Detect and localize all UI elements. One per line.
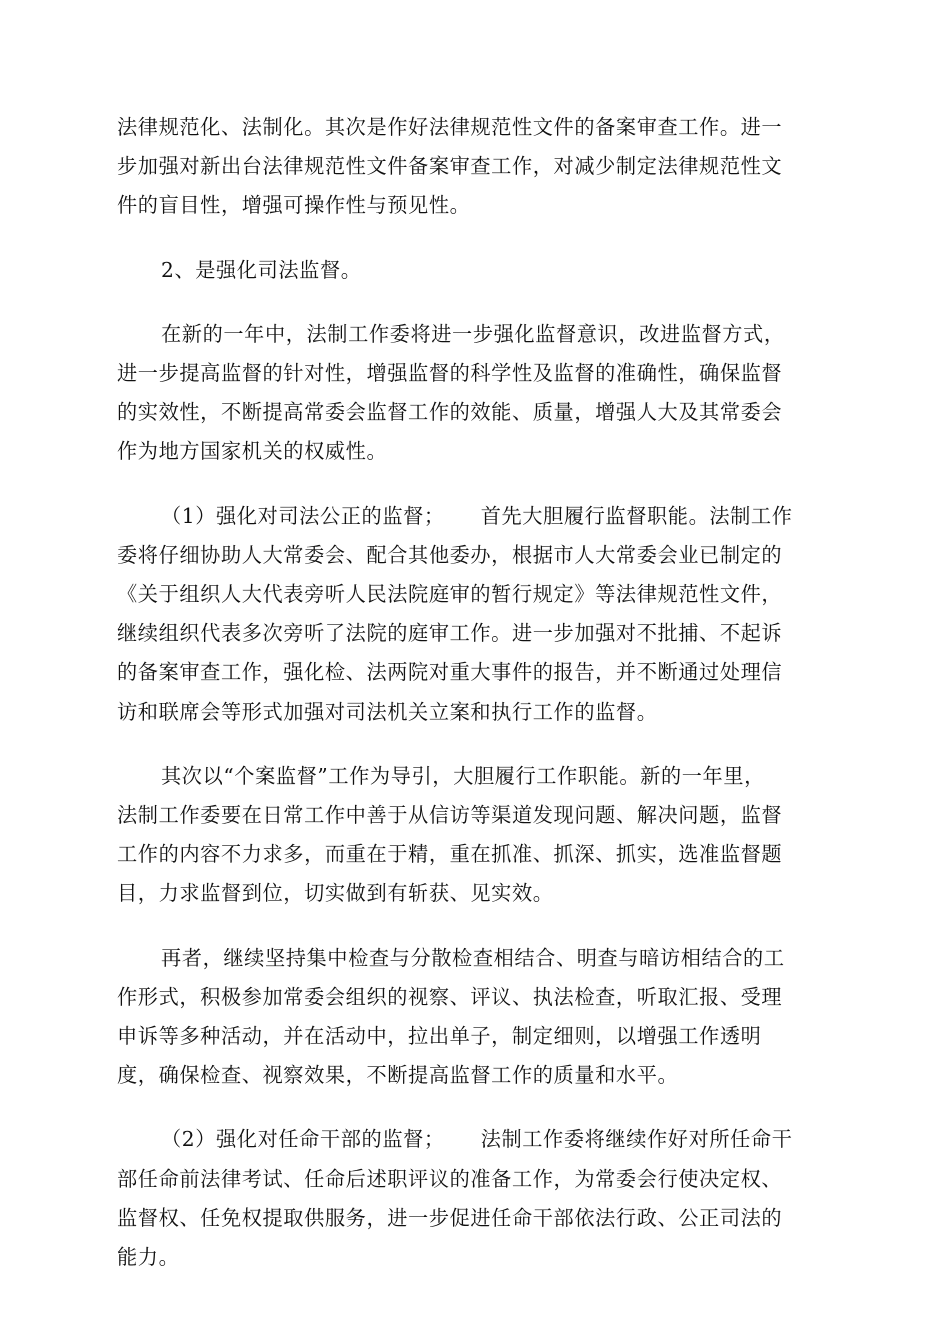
- text-line: 委将仔细协助人大常委会、配合其他委办，根据市人大常委会业已制定的: [117, 542, 783, 567]
- text-line: 其次以“个案监督”工作为导引，大胆履行工作职能。新的一年里，: [161, 763, 765, 788]
- paragraph-5: [117, 757, 835, 914]
- text-line: 的实效性，不断提高常委会监督工作的效能、质量，增强人大及其常委会: [117, 400, 783, 425]
- text-line: 作形式，积极参加常委会组织的视察、评议、执法检查，听取汇报、受理: [117, 984, 783, 1009]
- text-line: 目，力求监督到位，切实做到有斩获、见实效。: [117, 881, 554, 906]
- subsection-heading: （1）强化对司法公正的监督；: [161, 503, 445, 528]
- text-line: 度，确保检查、视察效果，不断提高监督工作的质量和水平。: [117, 1063, 679, 1088]
- document-body: [117, 108, 835, 1302]
- text-line: 《关于组织人大代表旁听人民法院庭审的暂行规定》等法律规范性文件，: [117, 582, 783, 607]
- text-line: 申诉等多种活动，并在活动中，拉出单子，制定细则，以增强工作透明: [117, 1024, 762, 1049]
- paragraph-7: [117, 1120, 835, 1277]
- paragraph-6: [117, 939, 835, 1096]
- text-line: 部任命前法律考试、任命后述职评议的准备工作，为常委会行使决定权、: [117, 1166, 783, 1191]
- text-line: 法律规范化、法制化。其次是作好法律规范性文件的备案审查工作。进一: [117, 115, 783, 139]
- text-line: 再者，继续坚持集中检查与分散检查相结合、明查与暗访相结合的工: [161, 945, 785, 970]
- text-line: 在新的一年中，法制工作委将进一步强化监督意识，改进监督方式，: [161, 321, 785, 346]
- paragraph-1: [117, 108, 835, 226]
- text-fragment: 法制工作委将继续作好对所任命干: [480, 1127, 793, 1152]
- paragraph-3: [117, 315, 835, 472]
- paragraph-4: [117, 497, 835, 732]
- text-line: [117, 497, 835, 536]
- text-line: 进一步提高监督的针对性，增强监督的科学性及监督的准确性，确保监督: [117, 361, 783, 386]
- text-line: 的备案审查工作，强化检、法两院对重大事件的报告，并不断通过处理信: [117, 660, 783, 685]
- section-heading: 2、是强化司法监督。: [161, 257, 362, 282]
- text-fragment: 首先大胆履行监督职能。法制工作: [480, 503, 793, 528]
- text-line: 能力。: [117, 1245, 180, 1270]
- text-line: 件的盲目性，增强可操作性与预见性。: [117, 193, 471, 218]
- text-line: 监督权、任免权提取供服务，进一步促进任命干部依法行政、公正司法的: [117, 1205, 783, 1230]
- text-line: 作为地方国家机关的权威性。: [117, 439, 388, 464]
- subsection-heading: （2）强化对任命干部的监督；: [161, 1127, 445, 1152]
- text-line: 访和联席会等形式加强对司法机关立案和执行工作的监督。: [117, 699, 658, 724]
- text-line: 工作的内容不力求多，而重在于精，重在抓准、抓深、抓实，选准监督题: [117, 842, 783, 867]
- paragraph-2: [117, 251, 835, 290]
- text-line: 步加强对新出台法律规范性文件备案审查工作，对减少制定法律规范性文: [117, 154, 783, 179]
- text-line: 法制工作委要在日常工作中善于从信访等渠道发现问题、解决问题，监督: [117, 803, 783, 828]
- text-line: [117, 1120, 835, 1159]
- text-line: 继续组织代表多次旁听了法院的庭审工作。进一步加强对不批捕、不起诉: [117, 621, 783, 646]
